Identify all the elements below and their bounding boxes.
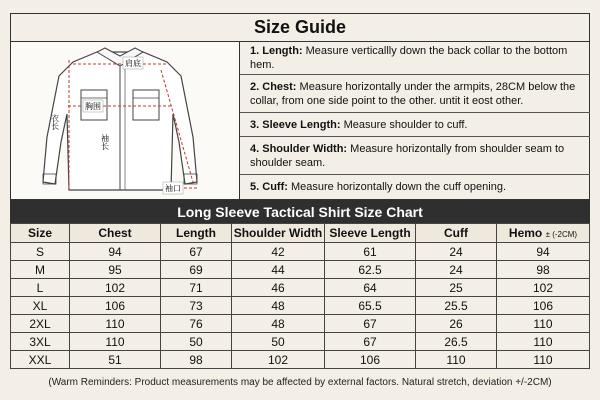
table-cell: 110 (497, 333, 590, 351)
instruction-chest: 2. Chest: Measure horizontally under the armpits, 28CM below the collar, from one side point to the other. untit it eost other. (240, 75, 590, 113)
table-cell: 48 (232, 315, 325, 333)
table-cell: 3XL (11, 333, 70, 351)
table-cell: 110 (70, 315, 161, 333)
header-chest: Chest (70, 224, 161, 243)
table-cell: 98 (497, 261, 590, 279)
table-cell: 50 (232, 333, 325, 351)
table-cell: 65.5 (325, 297, 416, 315)
table-cell: 95 (70, 261, 161, 279)
table-cell: 71 (161, 279, 232, 297)
table-cell: 50 (161, 333, 232, 351)
table-cell: 106 (325, 351, 416, 369)
table-cell: 64 (325, 279, 416, 297)
table-cell: 94 (70, 243, 161, 261)
table-cell: 24 (416, 243, 497, 261)
table-row (11, 333, 590, 351)
table-cell: 2XL (11, 315, 70, 333)
table-cell: 102 (232, 351, 325, 369)
diagram-label-chest: 胸围 (85, 102, 101, 111)
table-cell: 26 (416, 315, 497, 333)
table-row (11, 243, 590, 261)
instruction-length: 1. Length: Measure verticallly down the back collar to the bottom hem. (240, 42, 590, 75)
table-cell: 67 (325, 315, 416, 333)
table-cell: 25.5 (416, 297, 497, 315)
table-cell: 26.5 (416, 333, 497, 351)
table-row (11, 351, 590, 369)
table-cell: 110 (416, 351, 497, 369)
table-row (11, 315, 590, 333)
table-cell: 61 (325, 243, 416, 261)
table-cell: 106 (497, 297, 590, 315)
table-cell: 44 (232, 261, 325, 279)
table-cell: L (11, 279, 70, 297)
diagram-label-cuff: 袖口 (165, 184, 181, 193)
table-cell: 67 (325, 333, 416, 351)
shirt-illustration (11, 42, 239, 199)
table-cell: XL (11, 297, 70, 315)
size-guide-panel (10, 42, 590, 200)
header-length: Length (161, 224, 232, 243)
header-hemo: Hemo ± (-2CM) (497, 224, 590, 243)
header-size: Size (11, 224, 70, 243)
size-chart-title: Long Sleeve Tactical Shirt Size Chart (10, 200, 590, 223)
instruction-sleeve: 3. Sleeve Length: Measure shoulder to cuff. (240, 113, 590, 137)
table-cell: 67 (161, 243, 232, 261)
table-cell: 42 (232, 243, 325, 261)
diagram-label-length: 衣长 (50, 114, 60, 130)
size-chart-table (10, 223, 590, 369)
table-cell: 110 (497, 351, 590, 369)
table-cell: 102 (70, 279, 161, 297)
table-cell: 98 (161, 351, 232, 369)
table-cell: 102 (497, 279, 590, 297)
table-cell: 110 (497, 315, 590, 333)
table-cell: 73 (161, 297, 232, 315)
warm-reminder-note: (Warm Reminders: Product measurements may be affected by external factors. Natural stretch, deviation +/-2CM) (48, 377, 552, 388)
table-cell: 25 (416, 279, 497, 297)
header-shoulder-width: Shoulder Width (232, 224, 325, 243)
table-cell: 51 (70, 351, 161, 369)
table-cell: 48 (232, 297, 325, 315)
table-cell: S (11, 243, 70, 261)
table-header-row (11, 224, 590, 243)
diagram-label-sleeve: 袖长 (100, 134, 110, 150)
table-row (11, 297, 590, 315)
table-cell: XXL (11, 351, 70, 369)
table-cell: 24 (416, 261, 497, 279)
header-sleeve-length: Sleeve Length (325, 224, 416, 243)
table-row (11, 279, 590, 297)
size-guide-title: Size Guide (10, 13, 590, 42)
table-cell: 76 (161, 315, 232, 333)
instruction-cuff: 5. Cuff: Measure horizontally down the cuff opening. (250, 181, 507, 193)
header-cuff: Cuff (416, 224, 497, 243)
shirt-diagram (11, 42, 240, 199)
table-cell: 94 (497, 243, 590, 261)
table-cell: M (11, 261, 70, 279)
table-cell: 62.5 (325, 261, 416, 279)
table-cell: 69 (161, 261, 232, 279)
table-cell: 106 (70, 297, 161, 315)
table-row (11, 261, 590, 279)
table-cell: 46 (232, 279, 325, 297)
instruction-shoulder: 4. Shoulder Width: Measure horizontally from shoulder seam to shoulder seam. (240, 137, 590, 175)
diagram-label-shoulder: 肩底 (125, 59, 141, 68)
table-cell: 110 (70, 333, 161, 351)
